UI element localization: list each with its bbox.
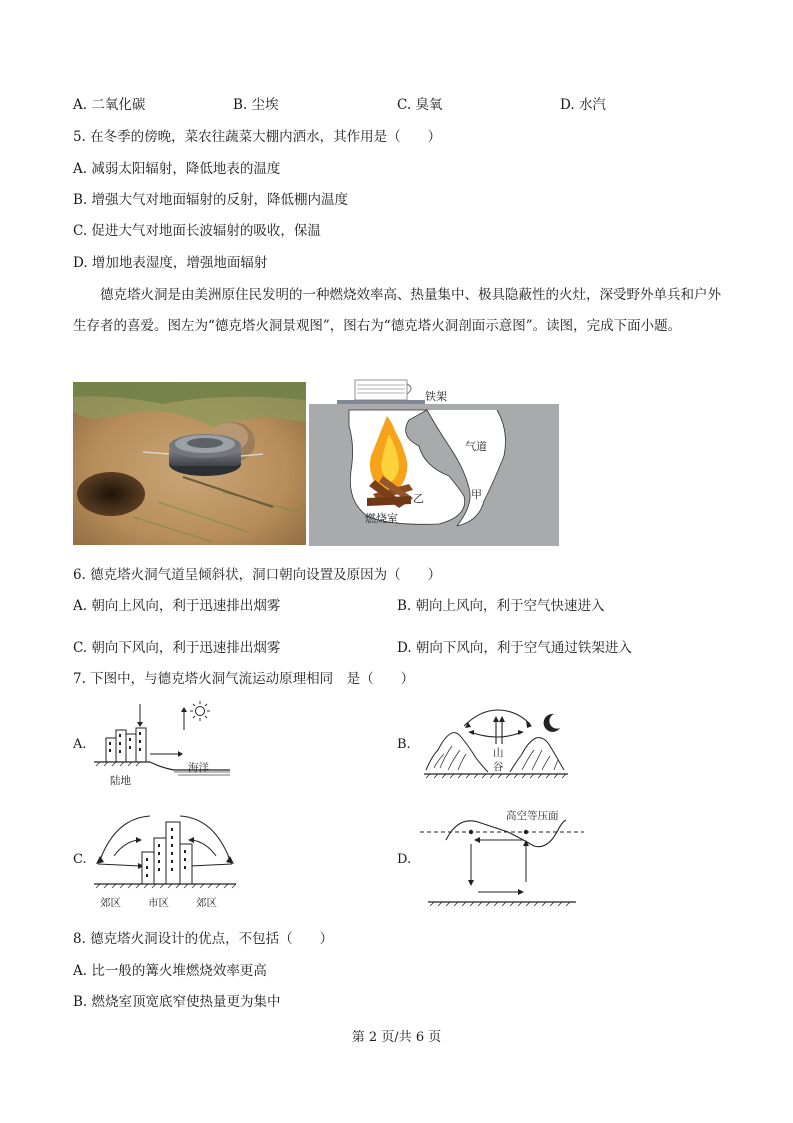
fig-b-mountain-label: 山 [493, 747, 504, 759]
q7-stem: 7. 下图中，与德克塔火洞气流运动原理相同 是（ ） [73, 671, 415, 687]
q5-option-a: A. 减弱太阳辐射，降低地表的温度 [73, 161, 281, 177]
fire-hole-photo [73, 382, 306, 545]
q7-fig-d [416, 806, 588, 914]
fig-d-isobar-label: 高空等压面 [506, 810, 559, 822]
q5-option-b: B. 增强大气对地面辐射的反射，降低棚内温度 [73, 192, 349, 208]
q7-fig-b-letter: B. [397, 737, 411, 752]
q4-option-c: C. 臭氧 [397, 97, 443, 113]
q4-option-d: D. 水汽 [560, 97, 606, 113]
label-yi: 乙 [413, 492, 424, 505]
label-chamber: 燃烧室 [365, 512, 398, 525]
fig-c-suburb-right-label: 郊区 [196, 897, 217, 909]
q7-fig-c [92, 806, 238, 916]
q7-fig-a [92, 696, 232, 792]
fig-a-ocean-label: 海洋 [188, 762, 209, 774]
fig-a-land-label: 陆地 [110, 775, 131, 787]
q4-option-a: A. 二氧化碳 [73, 97, 146, 113]
q6-stem: 6. 德克塔火洞气道呈倾斜状，洞口朝向设置及原因为（ ） [73, 567, 442, 583]
fig-b-valley-label: 谷 [493, 761, 504, 773]
q4-option-b: B. 尘埃 [233, 97, 279, 113]
q6-option-b: B. 朝向上风向，利于空气快速进入 [397, 598, 605, 614]
q8-option-b: B. 燃烧室顶宽底窄使热量更为集中 [73, 994, 281, 1010]
q7-fig-d-letter: D. [397, 852, 412, 867]
fig-c-suburb-left-label: 郊区 [100, 897, 121, 909]
q6-option-c: C. 朝向下风向，利于迅速排出烟雾 [73, 640, 281, 656]
q6-option-d: D. 朝向下风向，利于空气通过铁架进入 [397, 640, 632, 656]
q5-option-d: D. 增加地表湿度，增强地面辐射 [73, 255, 268, 271]
q5-stem: 5. 在冬季的傍晚，菜农往蔬菜大棚内洒水，其作用是（ ） [73, 129, 442, 145]
label-jia: 甲 [471, 488, 482, 501]
q6-option-a: A. 朝向上风向，利于迅速排出烟雾 [73, 598, 281, 614]
passage: 德克塔火洞是由美洲原住民发明的一种燃烧效率高、热量集中、极具隐蔽性的火灶，深受野外单兵和户外生存者的喜爱。图左为“德克塔火洞景观图”，图右为“德克塔火洞剖面示意图”。读图，完成下面小题。 [73, 287, 721, 334]
label-iron-rack: 铁架 [425, 390, 447, 403]
fire-hole-cross-section [309, 376, 559, 546]
q7-fig-a-letter: A. [73, 737, 87, 752]
q5-option-c: C. 促进大气对地面长波辐射的吸收，保温 [73, 223, 321, 239]
q7-fig-b [418, 698, 570, 794]
fig-c-city-label: 市区 [148, 897, 169, 909]
label-air-duct: 气道 [465, 440, 487, 453]
q8-stem: 8. 德克塔火洞设计的优点，不包括（ ） [73, 931, 334, 947]
page-footer: 第 2 页/共 6 页 [351, 1030, 442, 1045]
q7-fig-c-letter: C. [73, 852, 87, 867]
q8-option-a: A. 比一般的篝火堆燃烧效率更高 [73, 963, 267, 979]
